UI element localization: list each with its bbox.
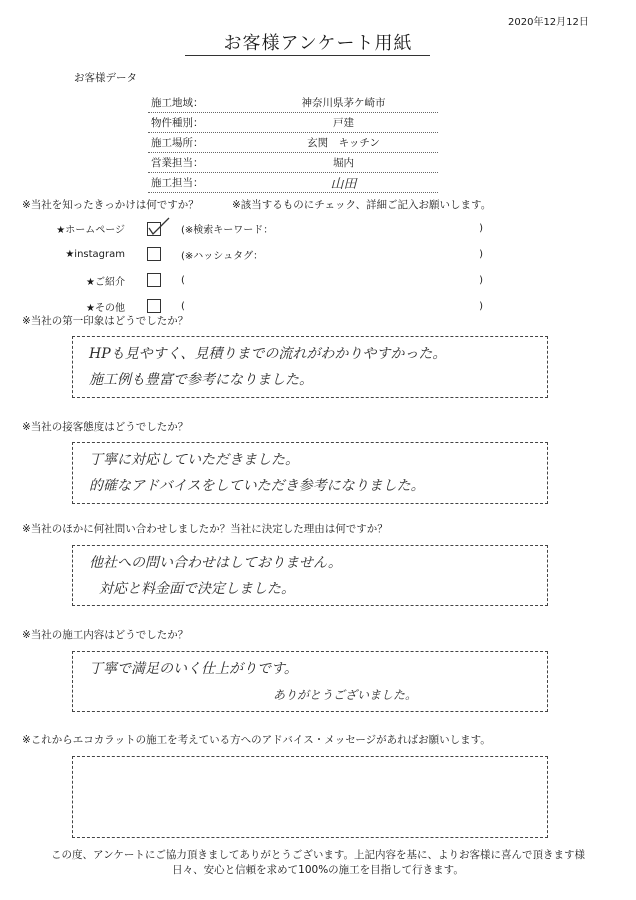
footer-line: この度、アンケートにご協力頂きましてありがとうございます。上記内容を基に、よりお客様に喜んで頂きます様 xyxy=(50,849,586,861)
info-row-location xyxy=(148,133,438,153)
check-mark-icon xyxy=(147,217,173,237)
source-checkbox[interactable] xyxy=(147,299,161,313)
answer-line: ありがとうございました。 xyxy=(273,688,418,702)
info-value-handwritten: 山田 xyxy=(330,177,357,192)
answer-line: 他社への問い合わせはしておりません。 xyxy=(89,555,342,571)
footer-line: 日々、安心と信頼を求めて100%の施工を目指して行きます。 xyxy=(172,864,464,876)
customer-data-heading: お客様データ xyxy=(74,72,137,84)
info-row-sales xyxy=(148,153,438,173)
info-label: 営業担当： xyxy=(151,157,204,169)
info-label: 物件種別： xyxy=(151,117,204,129)
page-title: お客様アンケート用紙 xyxy=(223,33,413,54)
answer-line: HPも見やすく、見積りまでの流れがわかりやすかった。 xyxy=(89,346,447,362)
info-value: 堀内 xyxy=(333,157,354,169)
info-label: 施工担当： xyxy=(151,177,204,189)
source-row-homepage xyxy=(0,216,600,241)
info-label: 施工場所： xyxy=(151,137,204,149)
question-work-quality: ※当社の施工内容はどうでしたか？ xyxy=(22,629,189,641)
question-first-impression: ※当社の第一印象はどうでしたか？ xyxy=(22,315,189,327)
answer-box-first-impression xyxy=(72,336,548,398)
answer-line: 対応と料金面で決定しました。 xyxy=(99,581,295,597)
source-close: ) xyxy=(479,274,483,286)
customer-info-table xyxy=(148,93,438,193)
answer-line: 施工例も豊富で参考になりました。 xyxy=(89,372,313,388)
footer-message xyxy=(0,848,636,878)
source-note: ( xyxy=(181,300,185,312)
source-note: (※ハッシュタグ： xyxy=(181,250,264,262)
info-label: 施工地域： xyxy=(151,97,204,109)
source-label: ★ご紹介 xyxy=(86,276,125,288)
source-row-referral xyxy=(0,267,600,293)
answer-box-other-companies xyxy=(72,545,548,606)
answer-line: 丁寧で満足のいく仕上がりです。 xyxy=(89,661,298,677)
answer-box-advice-message xyxy=(72,756,548,838)
survey-date: 2020年12月12日 xyxy=(508,17,589,28)
source-row-instagram xyxy=(0,241,600,267)
answer-box-work-quality xyxy=(72,651,548,712)
source-note: (※検索キーワード： xyxy=(181,225,274,236)
info-row-type xyxy=(148,113,438,133)
question-other-companies: ※当社のほかに何社問い合わせしましたか？当社に決定した理由は何ですか？ xyxy=(22,523,388,535)
answer-line: 的確なアドバイスをしていただき参考になりました。 xyxy=(89,478,425,494)
source-checkbox[interactable] xyxy=(147,222,161,236)
source-label: ★その他 xyxy=(86,302,125,314)
info-value: 玄関 キッチン xyxy=(307,137,380,149)
source-close: ) xyxy=(479,300,483,312)
question-how-found-note: ※該当するものにチェック、詳細ご記入お願いします。 xyxy=(232,199,492,211)
source-note: ( xyxy=(181,274,185,286)
answer-box-service-attitude xyxy=(72,442,548,504)
source-label: ★ホームページ xyxy=(56,225,125,236)
info-value: 戸建 xyxy=(333,117,354,129)
source-close: ) xyxy=(479,223,483,234)
source-list xyxy=(0,216,600,319)
info-value: 神奈川県茅ケ崎市 xyxy=(301,97,386,109)
question-how-found: ※当社を知ったきっかけは何ですか？ xyxy=(22,199,199,211)
source-checkbox[interactable] xyxy=(147,273,161,287)
title-underline xyxy=(185,55,430,56)
source-checkbox[interactable] xyxy=(147,247,161,261)
question-service-attitude: ※当社の接客態度はどうでしたか？ xyxy=(22,421,189,433)
info-row-installer xyxy=(148,173,438,193)
question-advice-message: ※これからエコカラットの施工を考えている方へのアドバイス・メッセージがあればお願いします。 xyxy=(22,734,491,746)
answer-line: 丁寧に対応していただきました。 xyxy=(89,452,299,468)
source-label: ★instagram xyxy=(65,248,125,260)
source-close: ) xyxy=(479,248,483,260)
info-row-area xyxy=(148,93,438,113)
